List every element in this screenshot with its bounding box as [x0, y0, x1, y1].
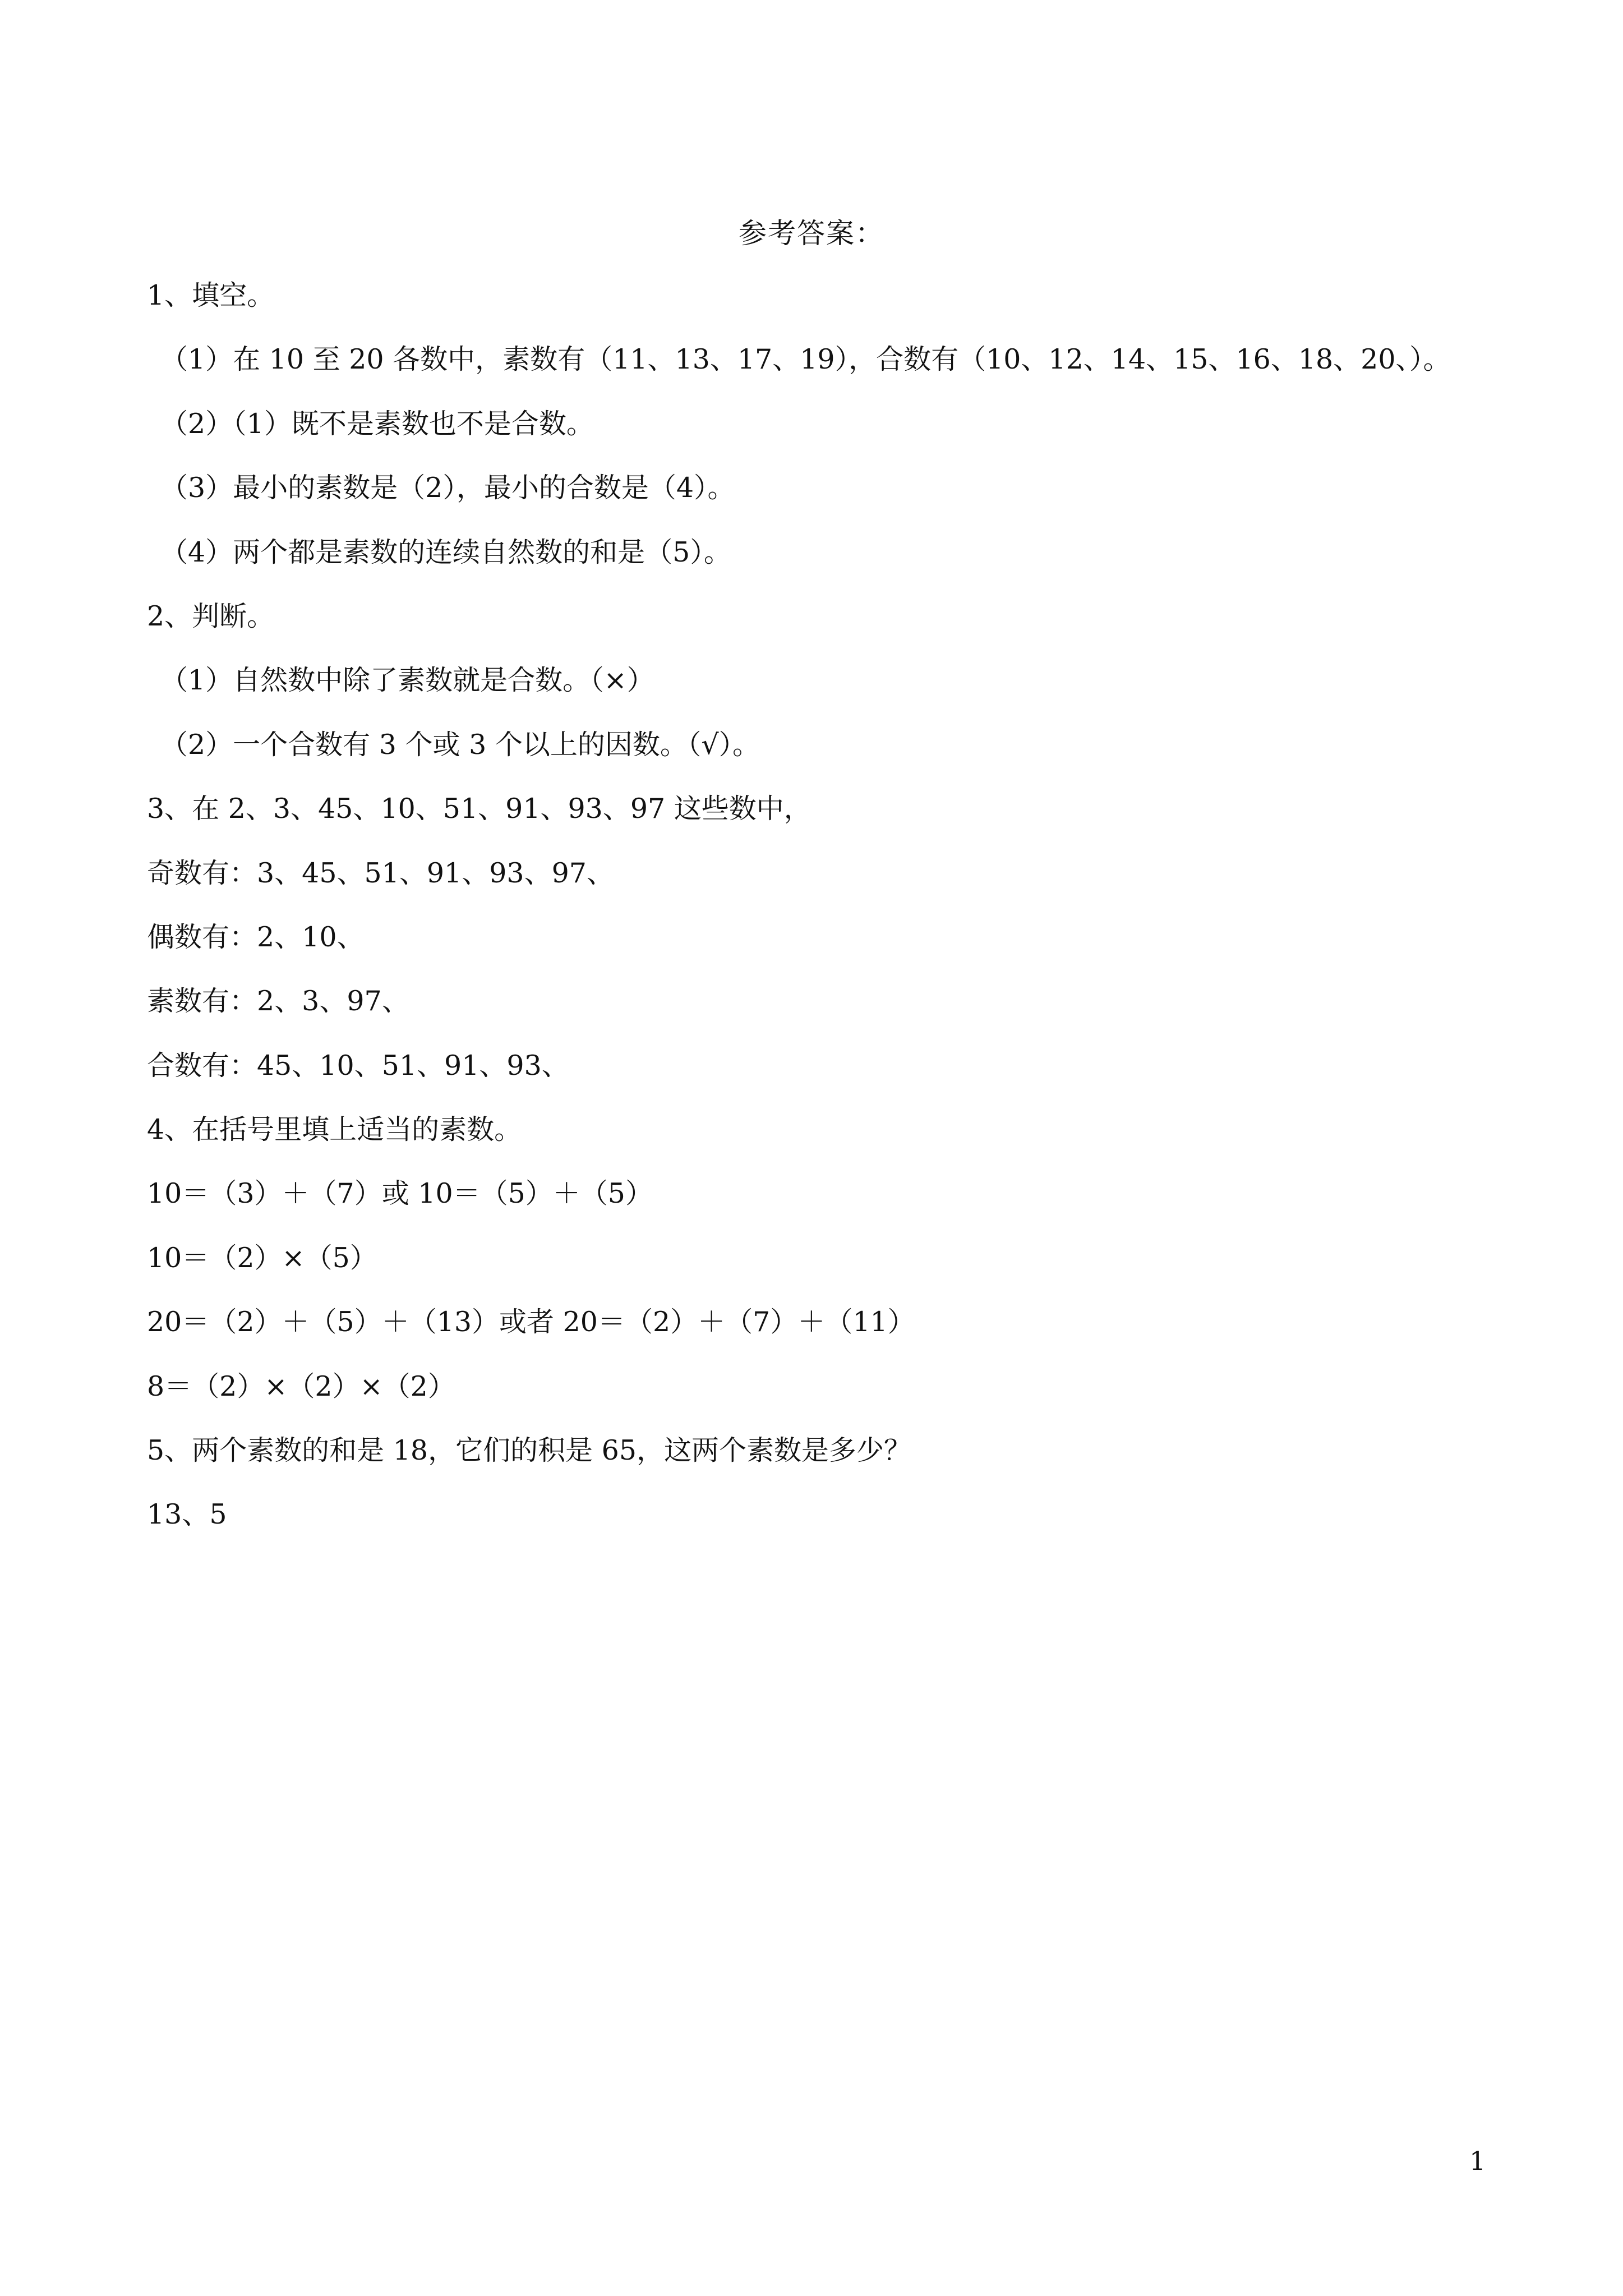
answer-line: 合数有：45、10、51、91、93、 [147, 1049, 569, 1082]
answer-lines [147, 277, 1504, 1561]
page-number: 1 [1469, 2146, 1486, 2176]
answer-line: （4）两个都是素数的连续自然数的和是（5）。 [160, 536, 731, 568]
page-title: 参考答案： [739, 217, 884, 250]
answer-line: 10＝（3）＋（7）或 10＝（5）＋（5） [147, 1177, 653, 1210]
answer-line: （3）最小的素数是（2），最小的合数是（4）。 [160, 472, 735, 504]
answer-line: 奇数有：3、45、51、91、93、97、 [147, 857, 614, 889]
answer-line: （1）在 10 至 20 各数中，素数有（11、13、17、19），合数有（10、12、14、15、16、18、20、）。 [160, 343, 1451, 376]
answer-line: 偶数有：2、10、 [147, 921, 365, 953]
answer-line: 1、填空。 [147, 279, 275, 311]
answer-line: 10＝（2）×（5） [147, 1241, 377, 1274]
answer-line: 3、在 2、3、45、10、51、91、93、97 这些数中， [147, 793, 811, 825]
answer-line: 20＝（2）＋（5）＋（13）或者 20＝（2）＋（7）＋（11） [147, 1306, 915, 1338]
answer-line: 5、两个素数的和是 18，它们的积是 65，这两个素数是多少？ [147, 1434, 912, 1467]
answer-line: 8＝（2）×（2）×（2） [147, 1370, 455, 1402]
answer-line: 素数有：2、3、97、 [147, 985, 409, 1018]
answer-line: （2）（1）既不是素数也不是合数。 [160, 407, 594, 440]
answer-line: 4、在括号里填上适当的素数。 [147, 1114, 522, 1146]
answer-line: 13、5 [147, 1498, 227, 1531]
answer-line: （1）自然数中除了素数就是合数。（×） [160, 664, 654, 697]
answer-line: 2、判断。 [147, 600, 275, 632]
answer-line: （2）一个合数有 3 个或 3 个以上的因数。（√）。 [160, 728, 760, 761]
